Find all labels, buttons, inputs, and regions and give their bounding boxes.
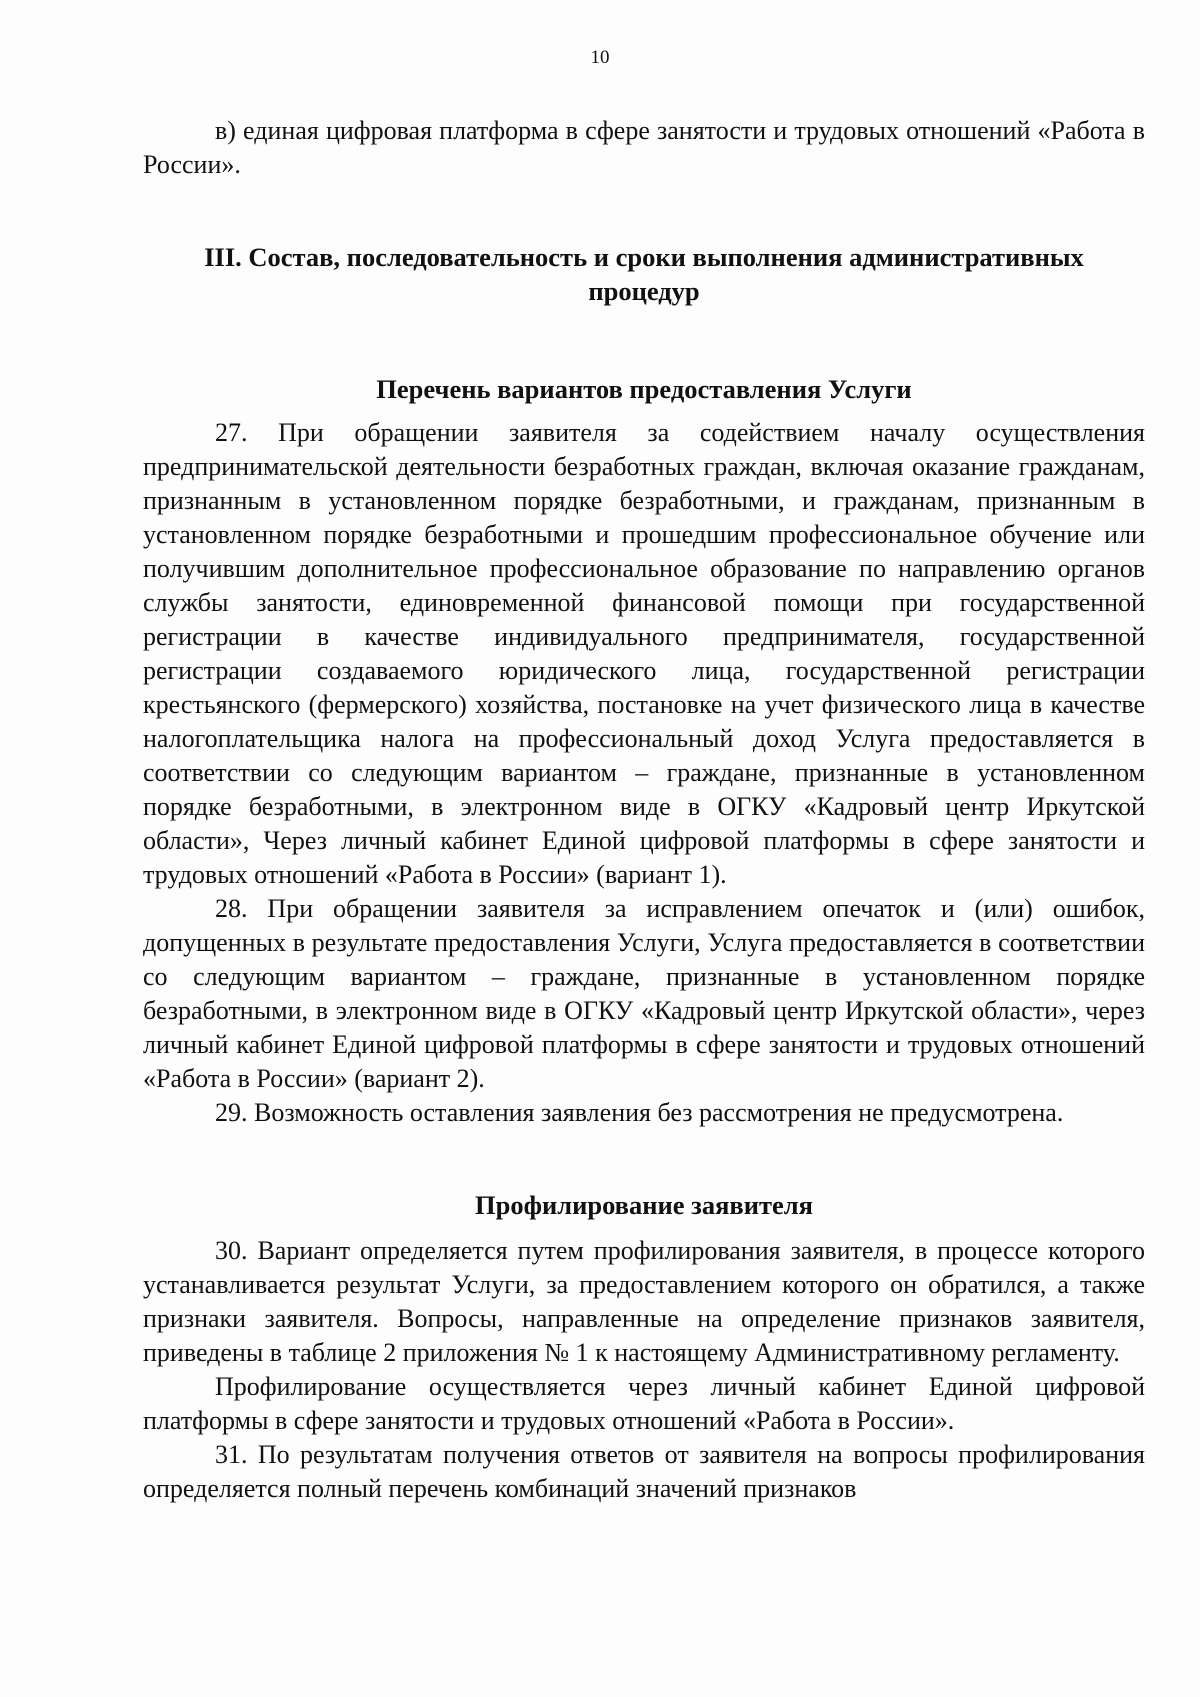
page-number: 10 xyxy=(590,47,610,68)
paragraph-27: 27. При обращении заявителя за содействием началу осуществления предпринимательской деятельности безработных граждан, включая оказание гражданам, признанным в установленном порядке безработными, и гражданам, признанным в установленном порядке безработными и прошедшим профессиональное обучение или получившим дополнительное профессиональное образование по направлению органов службы занятости, единовременной финансовой помощи при государственной регистрации в качестве индивидуального предпринимателя, государственной регистрации создаваемого юридического лица, государственной регистрации крестьянского (фермерского) хозяйства, постановке на учет физического лица в качестве налогоплательщика налога на профессиональный доход Услуга предоставляется в соответствии со следующим вариантом – граждане, признанные в установленном порядке безработными, в электронном виде в ОГКУ «Кадровый центр Иркутской области», Через личный кабинет Единой цифровой платформы в сфере занятости и трудовых отношений «Работа в России» (вариант 1). xyxy=(143,418,1145,889)
paragraph-31: 31. По результатам получения ответов от заявителя на вопросы профилирования определяется полный перечень комбинаций значений признаков xyxy=(143,1440,1145,1503)
paragraph-30: 30. Вариант определяется путем профилирования заявителя, в процессе которого устанавливается результат Услуги, за предоставлением которого он обратился, а также признаки заявителя. Вопросы, направленные на определение признаков заявителя, приведены в таблице 2 приложения № 1 к настоящему Административному регламенту. xyxy=(143,1236,1145,1367)
paragraph-item-v: в) единая цифровая платформа в сфере занятости и трудовых отношений «Работа в России». xyxy=(143,116,1145,179)
paragraph-29: 29. Возможность оставления заявления без рассмотрения не предусмотрена. xyxy=(215,1098,1064,1127)
document-body xyxy=(143,114,1145,1506)
subsection-title-variants: Перечень вариантов предоставления Услуги xyxy=(376,374,912,404)
subsection-title-profiling: Профилирование заявителя xyxy=(475,1190,813,1220)
paragraph-profiling: Профилирование осуществляется через личный кабинет Единой цифровой платформы в сфере занятости и трудовых отношений «Работа в России». xyxy=(143,1372,1145,1435)
section-title: III. Состав, последовательность и сроки выполнения административных процедур xyxy=(204,242,1084,306)
paragraph-28: 28. При обращении заявителя за исправлением опечаток и (или) ошибок, допущенных в результате предоставления Услуги, Услуга предоставляется в соответствии со следующим вариантом – граждане, признанные в установленном порядке безработными, в электронном виде в ОГКУ «Кадровый центр Иркутской области», через личный кабинет Единой цифровой платформы в сфере занятости и трудовых отношений «Работа в России» (вариант 2). xyxy=(143,894,1145,1093)
